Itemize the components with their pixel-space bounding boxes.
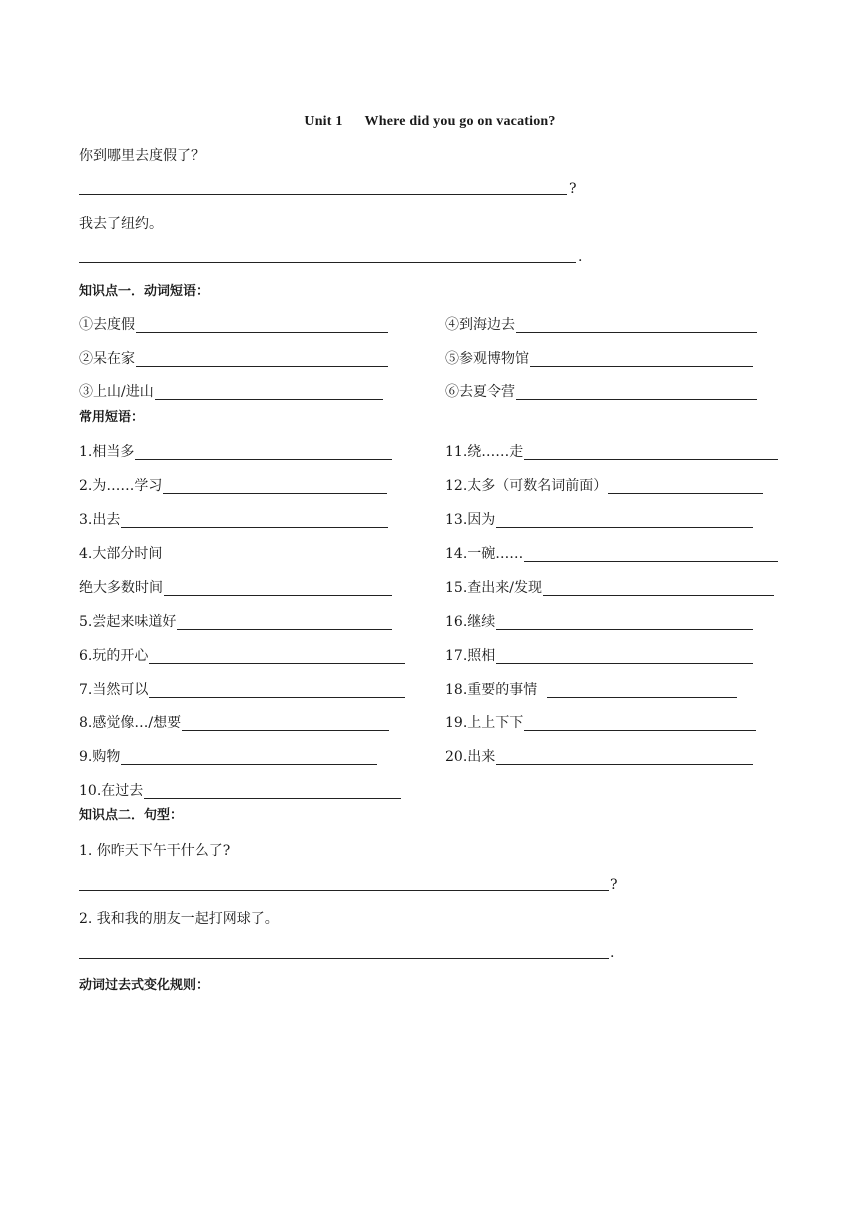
phrase-label: 18.重要的事情	[445, 682, 538, 698]
phrase-label: 10.在过去	[79, 783, 144, 799]
phrase-label: 19.上上下下	[445, 715, 524, 731]
fill-blank[interactable]	[524, 716, 756, 731]
phrase-item	[79, 614, 392, 630]
common-phrases-heading: 常用短语：	[79, 410, 145, 425]
phrase-label: 2.为……学习	[79, 478, 163, 494]
fill-blank[interactable]	[177, 615, 392, 630]
verb-phrase-item	[79, 384, 383, 400]
fill-blank[interactable]	[136, 352, 388, 367]
phrase-label: 8.感觉像…/想要	[79, 715, 182, 731]
phrase-item	[79, 715, 389, 731]
phrase-item	[445, 715, 756, 731]
fill-blank[interactable]	[496, 513, 753, 528]
fill-blank[interactable]	[182, 716, 389, 731]
verb-phrase-label: ⑤参观博物馆	[445, 351, 529, 367]
unit-question: Where did you go on vacation?	[364, 114, 556, 129]
answer-line-1[interactable]	[79, 194, 567, 195]
verb-phrase-label: ④到海边去	[445, 317, 515, 333]
sentence-answer-2-end: .	[610, 945, 615, 961]
fill-blank[interactable]	[496, 750, 753, 765]
fill-blank[interactable]	[516, 385, 757, 400]
verb-phrase-item	[79, 351, 388, 367]
sentence-answer-line-1[interactable]	[79, 890, 609, 891]
phrase-item	[79, 783, 401, 799]
fill-blank[interactable]	[155, 385, 383, 400]
fill-blank[interactable]	[524, 547, 778, 562]
phrase-label: 4.大部分时间	[79, 546, 163, 562]
sentence-prompt-2: 2. 我和我的朋友一起打网球了。	[79, 911, 279, 927]
phrase-label: 1.相当多	[79, 444, 135, 460]
intro-question-2: 我去了纽约。	[79, 216, 163, 232]
phrase-item	[79, 580, 392, 596]
phrase-item	[445, 478, 763, 494]
verb-phrase-label: ⑥去夏令营	[445, 384, 515, 400]
phrase-item	[79, 444, 392, 460]
sentence-answer-1-end: ?	[610, 877, 618, 893]
fill-blank[interactable]	[530, 352, 753, 367]
answer-line-2[interactable]	[79, 262, 576, 263]
page-title	[0, 114, 860, 130]
phrase-label: 6.玩的开心	[79, 648, 149, 664]
fill-blank[interactable]	[524, 445, 778, 460]
fill-blank[interactable]	[144, 784, 401, 799]
phrase-label: 15.查出来/发现	[445, 580, 542, 596]
verb-phrase-item	[445, 384, 757, 400]
fill-blank[interactable]	[121, 513, 388, 528]
fill-blank[interactable]	[516, 318, 757, 333]
phrase-item	[445, 512, 753, 528]
fill-blank[interactable]	[496, 649, 753, 664]
phrase-label: 14.一碗……	[445, 546, 524, 562]
fill-blank[interactable]	[121, 750, 377, 765]
fill-blank[interactable]	[149, 649, 405, 664]
phrase-label: 5.尝起来味道好	[79, 614, 177, 630]
past-tense-rules-heading: 动词过去式变化规则：	[79, 978, 210, 993]
phrase-item	[445, 580, 774, 596]
intro-question-1: 你到哪里去度假了？	[79, 148, 205, 164]
verb-phrase-item	[79, 317, 388, 333]
phrase-item	[445, 749, 753, 765]
answer-line-1-end: ?	[569, 181, 577, 197]
phrase-item	[445, 546, 778, 562]
phrase-item	[79, 546, 162, 562]
fill-blank[interactable]	[547, 683, 737, 698]
phrase-label: 3.出去	[79, 512, 121, 528]
section2-heading: 知识点二．句型：	[79, 808, 184, 823]
fill-blank[interactable]	[163, 479, 387, 494]
section1-heading: 知识点一．动词短语：	[79, 284, 210, 299]
fill-blank[interactable]	[135, 445, 392, 460]
phrase-item	[445, 614, 753, 630]
fill-blank[interactable]	[608, 479, 763, 494]
phrase-label: 12.太多（可数名词前面）	[445, 478, 608, 494]
unit-label: Unit 1	[304, 114, 343, 129]
phrase-item	[79, 682, 405, 698]
sentence-answer-line-2[interactable]	[79, 958, 609, 959]
phrase-item	[79, 648, 405, 664]
verb-phrase-item	[445, 317, 757, 333]
verb-phrase-label: ②呆在家	[79, 351, 135, 367]
phrase-item	[79, 478, 387, 494]
sentence-prompt-1: 1. 你昨天下午干什么了?	[79, 843, 231, 859]
phrase-item	[79, 512, 388, 528]
phrase-item	[445, 682, 737, 698]
phrase-item	[445, 648, 753, 664]
fill-blank[interactable]	[149, 683, 405, 698]
fill-blank[interactable]	[136, 318, 388, 333]
phrase-label: 7.当然可以	[79, 682, 149, 698]
phrase-label: 17.照相	[445, 648, 496, 664]
phrase-label: 13.因为	[445, 512, 496, 528]
fill-blank[interactable]	[543, 581, 774, 596]
answer-line-2-end: .	[578, 249, 583, 265]
verb-phrase-label: ③上山/进山	[79, 384, 154, 400]
phrase-label: 绝大多数时间	[79, 580, 163, 596]
phrase-label: 20.出来	[445, 749, 496, 765]
phrase-label: 11.绕……走	[445, 444, 524, 460]
fill-blank[interactable]	[496, 615, 753, 630]
phrase-label: 16.继续	[445, 614, 496, 630]
phrase-label: 9.购物	[79, 749, 121, 765]
verb-phrase-item	[445, 351, 753, 367]
phrase-item	[79, 749, 377, 765]
phrase-item	[445, 444, 778, 460]
fill-blank[interactable]	[164, 581, 392, 596]
verb-phrase-label: ①去度假	[79, 317, 135, 333]
